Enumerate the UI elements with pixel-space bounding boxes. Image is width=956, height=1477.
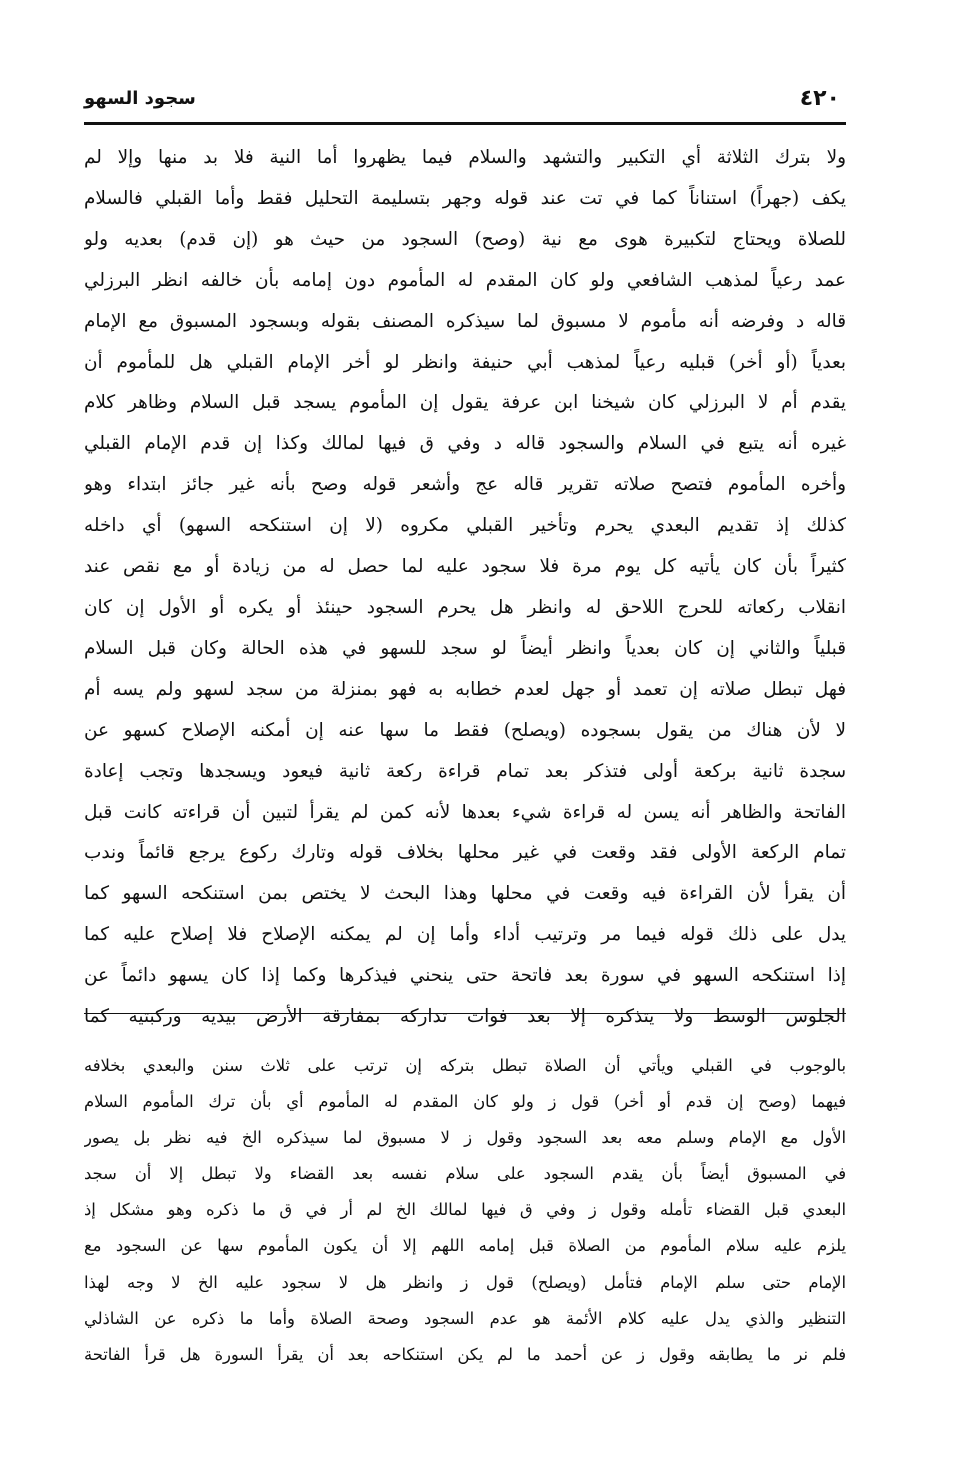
text-line: غيره أنه يتبع في السلام والسجود قاله د وفي ق فيها لمالك وكذا إن قدم الإمام القبلي [84, 433, 846, 455]
text-line: يكف (جهراً) استناناً كما في تت عند قوله وجهر بتسليمة التحليل فقط وأما القبلي فالسلام [84, 187, 846, 209]
text-line: قبلياً والثاني إن كان بعدياً وانظر أيضاً لو سجد للسهو في هذه الحالة وكان قبل السلام [84, 637, 846, 659]
text-line: للصلاة ويحتاج لتكبيرة هوى مع نية (وصح) السجود من حيث هو (إن قدم) بعديه ولو [84, 228, 846, 250]
footnote-line: فلم نر ما يطابقه وقول ز عن أحمد ما لم يكن استنكاحه بعد أن يقرأ السورة هل قرأ الفاتحة [84, 1344, 846, 1364]
main-text [84, 138, 846, 1038]
text-line: فهل تبطل صلاته إن تعمد أو جهل لعدم خطابه به فهو بمنزلة من سجد لسهو ولم يسه أم [84, 678, 846, 700]
text-line: لا لأن هناك من يقول بسجوده (ويصلح) فقط ما سها عنه إن أمكنه الإصلاح كسهو عن [84, 719, 846, 741]
text-line: تمام الركعة الأولى فقد وقعت في غير محلها بخلاف قوله وتارك ركوع يرجع قائماً وندب [84, 842, 846, 864]
footnote-line: البعدي قبل القضاء تأمله وقول ز وفي ق فيها لمالك الخ لم أر في ق ما ذكره وهو مشكل إذ [84, 1200, 846, 1220]
footnote-line: الإمام حتى سلم الإمام فتأمل (ويصلح) قول ز وانظر هل لا سجود عليه الخ لا وجه لهذا [84, 1272, 846, 1292]
text-line: وأخره المأموم فتصح صلاته تقرير قاله عج وأشعر قوله وصح بأنه غير جائز ابتداء وهو [84, 474, 846, 496]
text-line: كثيراً بأن كان يأتيه كل يوم مرة فلا سجود عليه لما حصل له من زيادة أو مع نقص عند [84, 556, 846, 578]
footnote-line: فيهما (وصح إن قدم أو أخر) قول ز ولو كان المقدم له المأموم أي بأن ترك المأموم السلام [84, 1092, 846, 1112]
running-header [84, 86, 846, 122]
footnote-line: الأول مع الإمام وسلم معه بعد السجود وقول ز لا مسبوق لما سيذكره الخ فيه نظر بل يصور [84, 1128, 846, 1148]
text-line: يقدم أم لا البرزلي كان شيخنا ابن عرفة يقول إن المأموم يسجد قبل السلام وظاهر كلام [84, 392, 846, 414]
footnote-line: يلزم عليه سلام المأموم من الصلاة قبل إمامه اللهم إلا أن يكون المأموم سها عن السجود مع [84, 1236, 846, 1256]
page-number: ٤٢٠ [799, 86, 840, 111]
chapter-title: سجود السهو [84, 88, 196, 109]
footnote-line: التنظير والذي يدل عليه كلام الأئمة هو عدم السجود وصحة الصلاة وأما ما ذكره عن الشاذلي [84, 1308, 846, 1328]
footnote-separator [84, 1013, 846, 1014]
text-line: ولا بترك الثلاثة أي التكبير والتشهد والسلام فيما يظهروا أما النية فلا بد منها وإلا لم [84, 147, 846, 168]
footnote-line: بالوجوب في القبلي ويأتي أن الصلاة تبطل بتركه إن ترتب على ثلاث سنن والبعدي بخلافه [84, 1056, 846, 1075]
text-line: كذلك إذ تقديم البعدي يحرم وتأخير القبلي مكروه (لا إن استنكحه السهو) أي داخله [84, 515, 846, 537]
text-line: الجلوس الوسط ولا يتذكره إلا بعد فوات تداركه بمفارقة الأرض بيديه وركبتيه كما [84, 1006, 846, 1028]
footnote-line: في المسبوق أيضاً بأن يقدم السجود على سلام نفسه بعد القضاء ولا تبطل إلا أن سجد [84, 1164, 846, 1184]
text-line: الفاتحة والظاهر أنه يسن له قراءة شيء بعدها لأنه كمن لم يقرأ لتبين أن قراءته كانت قبل [84, 801, 846, 823]
book-page [84, 0, 846, 1477]
text-line: قاله د وفرضه أنه مأموم لا مسبوق لما سيذكره المصنف بقوله وبسجود المسبوق مع الإمام [84, 310, 846, 332]
text-line: عمد رعياً لمذهب الشافعي ولو كان المقدم له المأموم دون إمامه بأن خالفه انظر البرزلي [84, 269, 846, 291]
text-line: سجدة ثانية بركعة أولى فتذكر بعد تمام قراءة ركعة ثانية فيعود ويسجدها وتجب إعادة [84, 760, 846, 782]
text-line: انقلاب ركعاته للحرج اللاحق له وانظر هل يحرم السجود حينئذ أو يكره أو الأول إن كان [84, 596, 846, 618]
text-line: أن يقرأ لأن القراءة فيه وقعت في محلها وهذا البحث لا يختص بمن استنكحه السهو كما [84, 883, 846, 905]
text-line: إذا استنكحه السهو في سورة بعد فاتحة حتى ينحني فيذكرها وكما إذا كان يسهو دائماً عن [84, 965, 846, 987]
text-line: يدل على ذلك قوله فيما مر وترتيب أداء وأما إن لم يمكنه الإصلاح فلا إصلاح عليه كما [84, 924, 846, 946]
text-line: بعدياً (أو أخر) قبليه رعياً لمذهب أبي حنيفة وانظر لو أخر الإمام القبلي هل للمأموم أن [84, 351, 846, 373]
header-rule [84, 122, 846, 125]
footnote-text [84, 1048, 846, 1373]
